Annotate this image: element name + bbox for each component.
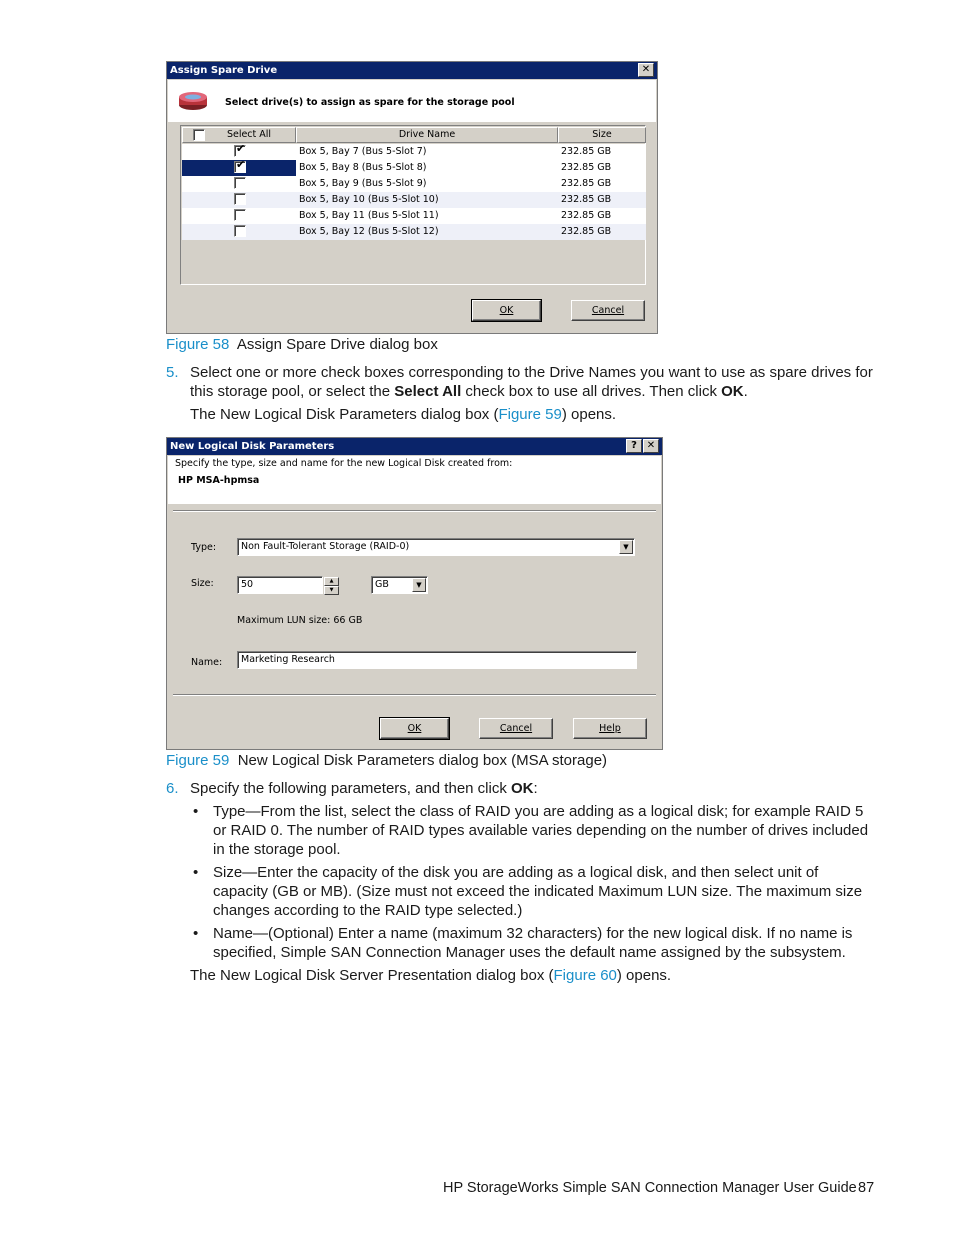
figure-60-link[interactable]: Figure 60 [553, 967, 617, 984]
column-header-select-all[interactable] [182, 127, 296, 143]
select-cell [182, 224, 296, 240]
unit-dropdown[interactable]: GB ▼ [371, 576, 428, 594]
select-cell [182, 176, 296, 192]
bullet-type-line-2: or RAID 0. The number of RAID types available varies depending on the number of drives included [213, 822, 869, 839]
help-icon[interactable]: ? [626, 439, 642, 453]
chevron-down-icon[interactable]: ▼ [412, 578, 426, 592]
table-row[interactable] [182, 208, 646, 224]
bullet-type-line-3: in the storage pool. [213, 841, 341, 858]
size-cell: 232.85 GB [561, 210, 612, 221]
drive-grid [180, 125, 646, 285]
stepper-down-icon[interactable]: ▼ [324, 586, 339, 595]
row-checkbox[interactable] [234, 177, 246, 189]
help-button[interactable]: Help [573, 718, 647, 739]
footer-title: HP StorageWorks Simple SAN Connection Manager User Guide [443, 1180, 857, 1196]
table-row[interactable] [182, 192, 646, 208]
step-5-line-2: this storage pool, or select the Select All check box to use all drives. Then click OK. [190, 383, 748, 400]
column-header-drive-name[interactable]: Drive Name [296, 127, 558, 143]
size-cell: 232.85 GB [561, 226, 612, 237]
name-label: Name: [191, 657, 223, 668]
figure-58-caption [166, 335, 438, 355]
bullet-size-line-3: changes according to the RAID type selected.) [213, 902, 523, 919]
drive-name-cell: Box 5, Bay 8 (Bus 5-Slot 8) [299, 162, 427, 173]
select-cell [182, 160, 296, 176]
type-label: Type: [191, 542, 217, 553]
drive-name-cell: Box 5, Bay 10 (Bus 5-Slot 10) [299, 194, 439, 205]
bullet-size-line-2: capacity (GB or MB). (Size must not exceed the indicated Maximum LUN size. The maximum size [213, 883, 863, 900]
row-checkbox[interactable] [234, 193, 246, 205]
column-select-all-label: Select All [226, 129, 272, 140]
new-logical-disk-parameters-dialog [166, 437, 663, 750]
step-6-intro: Specify the following parameters, and then click OK: [190, 780, 538, 797]
size-input[interactable]: 50 ▲ ▼ [237, 576, 323, 594]
bullet-marker: • [193, 925, 199, 942]
cancel-button[interactable]: Cancel [479, 718, 553, 739]
ok-button[interactable]: OK [472, 300, 541, 321]
drive-name-cell: Box 5, Bay 7 (Bus 5-Slot 7) [299, 146, 427, 157]
max-lun-size: Maximum LUN size: 66 GB [237, 615, 363, 626]
table-row[interactable] [182, 160, 646, 176]
step-5-line-1: Select one or more check boxes corresponding to the Drive Names you want to use as spare drives for [190, 364, 873, 381]
chevron-down-icon[interactable]: ▼ [619, 540, 633, 554]
drive-name-cell: Box 5, Bay 9 (Bus 5-Slot 9) [299, 178, 427, 189]
size-cell: 232.85 GB [561, 194, 612, 205]
select-cell [182, 208, 296, 224]
bullet-type-line-1: Type—From the list, select the class of RAID you are adding as a logical disk; for example RAID 5 [213, 803, 864, 820]
column-header-size[interactable]: Size [558, 127, 646, 143]
select-cell [182, 144, 296, 160]
figure-caption-text: Assign Spare Drive dialog box [236, 336, 438, 353]
bullet-name-line-1: Name—(Optional) Enter a name (maximum 32 characters) for the new logical disk. If no name is [213, 925, 853, 942]
figure-59-link[interactable]: Figure 59 [498, 406, 562, 423]
ok-button[interactable]: OK [380, 718, 449, 739]
check-icon: ✔ [236, 160, 246, 171]
assign-spare-drive-dialog [166, 61, 658, 334]
bullet-marker: • [193, 803, 199, 820]
source-storage-name: HP MSA-hpmsa [178, 475, 260, 486]
name-input[interactable]: Marketing Research [237, 651, 637, 669]
divider [173, 694, 656, 696]
close-icon[interactable]: ✕ [638, 63, 654, 77]
cancel-button[interactable]: Cancel [571, 300, 645, 321]
dialog-title: Assign Spare Drive [167, 62, 657, 79]
stepper-up-icon[interactable]: ▲ [324, 577, 339, 586]
table-row[interactable] [182, 176, 646, 192]
size-cell: 232.85 GB [561, 162, 612, 173]
size-label: Size: [191, 578, 214, 589]
check-icon: ✔ [236, 144, 246, 155]
bullet-marker: • [193, 864, 199, 881]
drive-name-cell: Box 5, Bay 11 (Bus 5-Slot 11) [299, 210, 439, 221]
step-5-result: The New Logical Disk Parameters dialog box (Figure 59) opens. [190, 406, 617, 423]
size-stepper[interactable] [324, 577, 339, 595]
size-cell: 232.85 GB [561, 146, 612, 157]
drive-name-cell: Box 5, Bay 12 (Bus 5-Slot 12) [299, 226, 439, 237]
table-row[interactable] [182, 224, 646, 240]
bullet-size-line-1: Size—Enter the capacity of the disk you are adding as a logical disk, and then select unit of [213, 864, 819, 881]
select-cell [182, 192, 296, 208]
type-dropdown[interactable]: Non Fault-Tolerant Storage (RAID-0) ▼ [237, 538, 635, 556]
close-icon[interactable]: ✕ [643, 439, 659, 453]
dialog-subtitle: Specify the type, size and name for the new Logical Disk created from: [175, 458, 513, 469]
figure-caption-text: New Logical Disk Parameters dialog box (MSA storage) [237, 752, 608, 769]
row-checkbox[interactable] [234, 145, 246, 157]
bullet-name-line-2: specified, Simple SAN Connection Manager uses the default name assigned by the subsystem. [213, 944, 846, 961]
row-checkbox[interactable] [234, 225, 246, 237]
page-number: 87 [858, 1180, 875, 1196]
divider [173, 510, 656, 512]
row-checkbox[interactable] [234, 161, 246, 173]
figure-label: Figure 59 [166, 752, 230, 769]
figure-59-caption [166, 751, 607, 771]
size-cell: 232.85 GB [561, 178, 612, 189]
table-row[interactable] [182, 144, 646, 160]
step-number: 6. [166, 780, 179, 797]
step-6-result: The New Logical Disk Server Presentation dialog box (Figure 60) opens. [190, 967, 672, 984]
dialog-prompt: Select drive(s) to assign as spare for the storage pool [225, 97, 515, 108]
dialog-title: New Logical Disk Parameters [167, 438, 662, 455]
row-checkbox[interactable] [234, 209, 246, 221]
step-number: 5. [166, 364, 179, 381]
figure-label: Figure 58 [166, 336, 230, 353]
storage-pool-icon [177, 91, 209, 111]
